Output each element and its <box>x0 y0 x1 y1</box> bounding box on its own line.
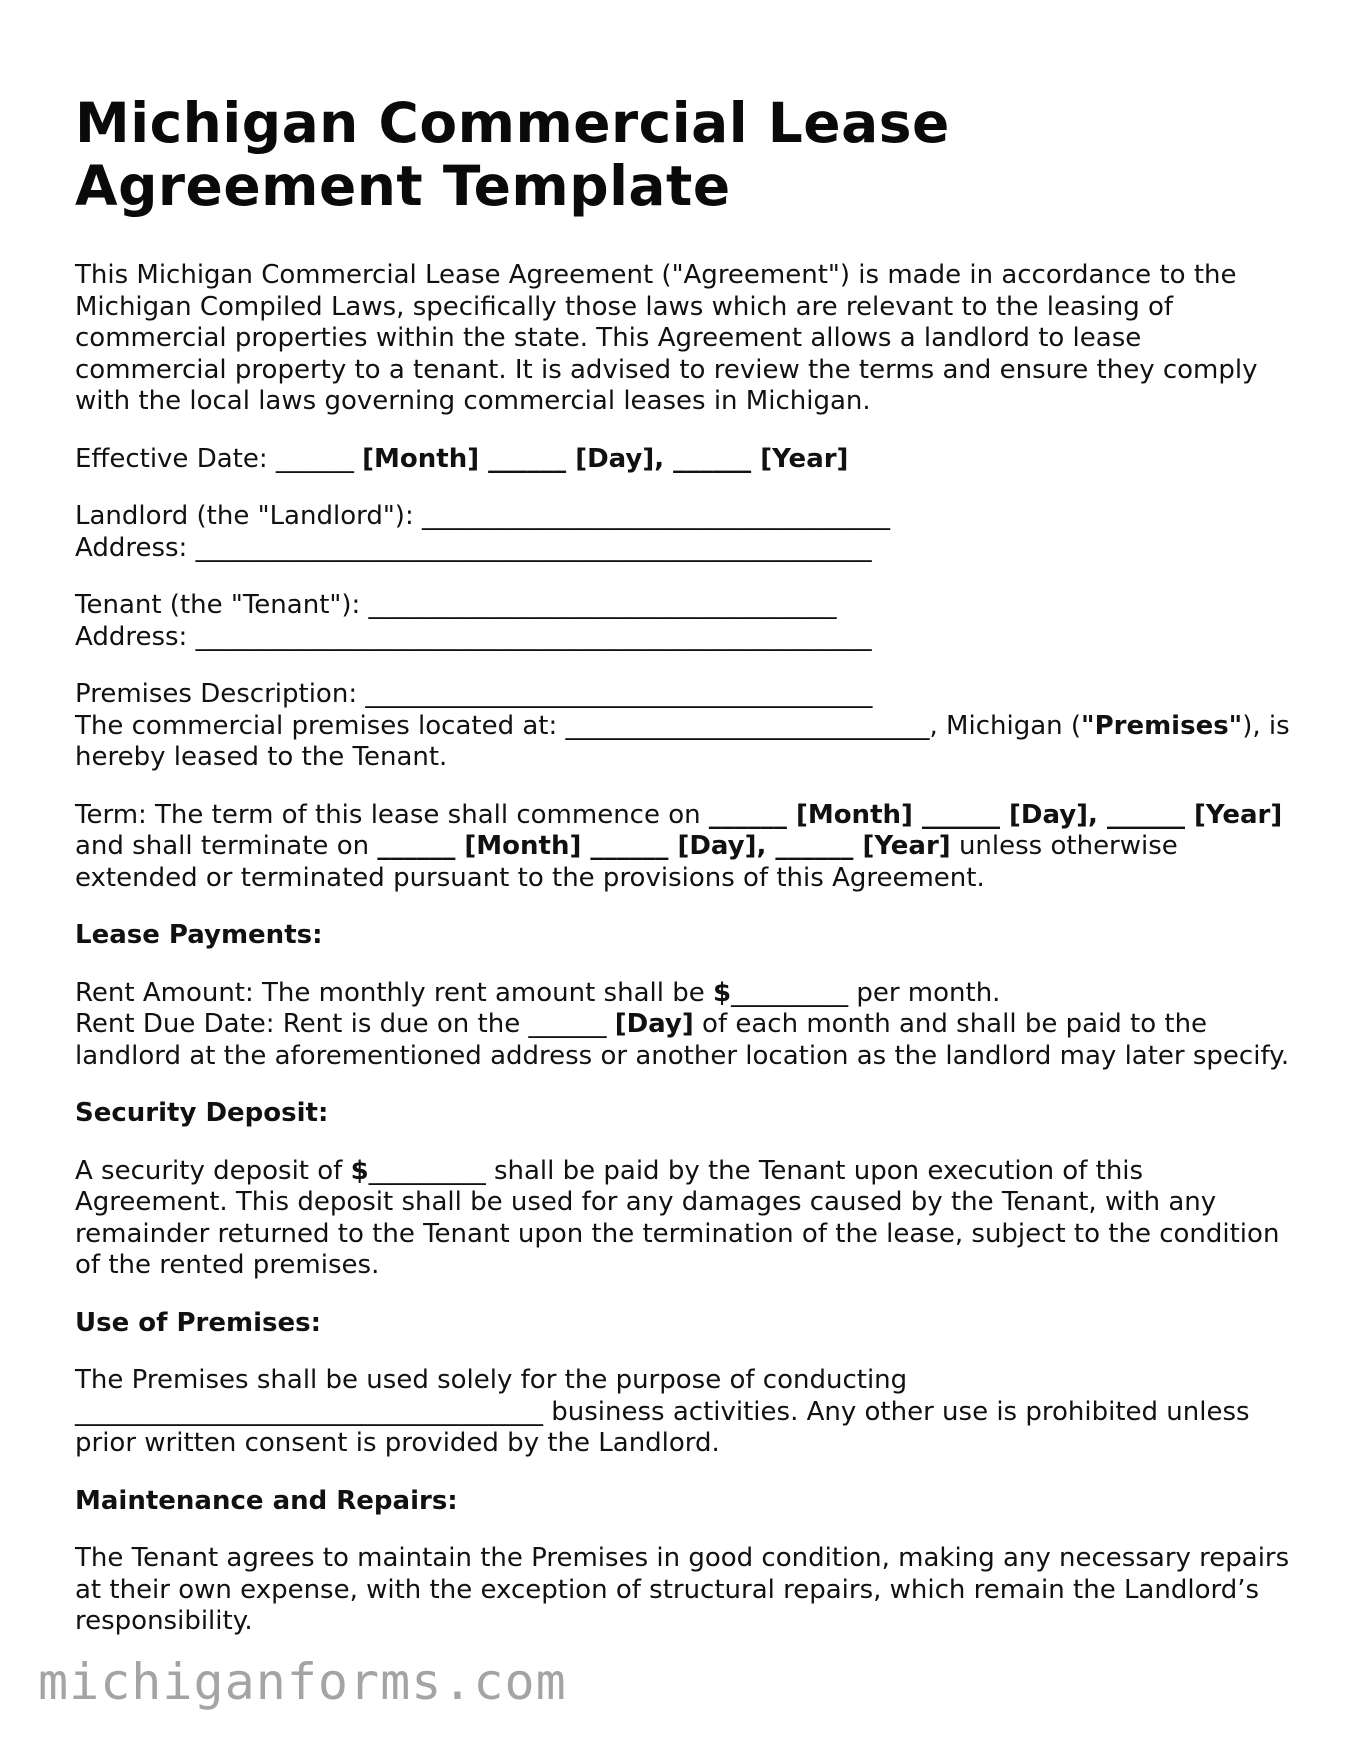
rent-due-day: [Day] <box>614 1009 694 1039</box>
security-deposit-pre: A security deposit of <box>75 1155 351 1186</box>
rent-amount-dollar: $ <box>712 977 732 1008</box>
term-text-2: and shall terminate on <box>75 831 378 861</box>
term-start-date: ______ [Month] ______ [Day], ______ [Year] <box>708 799 1283 830</box>
premises-block <box>75 679 1295 774</box>
rent-amount-post: _________ per month. <box>731 977 1001 1008</box>
premises-defined-term: "Premises" <box>1081 710 1243 741</box>
security-deposit-post: _________ shall be paid by the Tenant upon execution of this Agreement. This deposit shall be used for any damages caused by the Tenant, with any remainder returned to the Tenant upon the termination of the lease, subject to the condition of the rented premises. <box>75 1155 1280 1280</box>
security-deposit-dollar: $ <box>350 1155 369 1186</box>
rent-due-pre: Rent Due Date: Rent is due on the ______ <box>75 1009 615 1039</box>
maintenance-heading: Maintenance and Repairs: <box>75 1485 458 1516</box>
term-paragraph <box>75 800 1295 895</box>
document-page <box>75 92 1295 1664</box>
tenant-address: Address: ____________________________________________________ <box>75 621 872 652</box>
effective-date-day: [Day], <box>575 443 665 474</box>
security-deposit-heading: Security Deposit: <box>75 1098 329 1128</box>
use-of-premises-heading: Use of Premises: <box>75 1307 321 1338</box>
use-of-premises-paragraph: The Premises shall be used solely for the purpose of conducting ____________________________________ business activities. Any other use is prohibited unless prior written consent is provided by the Landlord. <box>75 1365 1250 1458</box>
lease-payments-heading: Lease Payments: <box>75 920 323 950</box>
rent-block <box>75 978 1295 1073</box>
page-title: Michigan Commercial Lease Agreement Template <box>75 91 950 218</box>
effective-date-month: [Month] <box>362 443 480 474</box>
landlord-block <box>75 501 1295 564</box>
rent-due-post: of each month and shall be paid to the landlord at the aforementioned address or another location as the landlord may later specify. <box>75 1009 1290 1071</box>
effective-date-sep2: ______ <box>664 443 761 474</box>
term-text-3: unless otherwise extended or terminated pursuant to the provisions of this Agreement. <box>75 831 1178 893</box>
effective-date-sep1: ______ <box>479 443 576 474</box>
landlord-line: Landlord (the "Landlord"): ____________________________________ <box>75 501 890 531</box>
term-text-1: Term: The term of this lease shall commence on <box>75 799 709 830</box>
effective-date-line <box>75 444 1295 476</box>
effective-date-label: Effective Date: ______ <box>75 443 363 474</box>
tenant-line: Tenant (the "Tenant"): ____________________________________ <box>75 590 837 620</box>
effective-date-year: [Year] <box>760 443 849 474</box>
premises-description: Premises Description: _______________________________________ <box>75 679 873 709</box>
tenant-block <box>75 590 1295 653</box>
premises-located-post: ), is hereby leased to the Tenant. <box>75 710 1290 772</box>
landlord-address: Address: ____________________________________________________ <box>75 532 872 563</box>
intro-paragraph: This Michigan Commercial Lease Agreement ("Agreement") is made in accordance to the Michigan Compiled Laws, specifically those laws which are relevant to the leasing of commercial properties within the state. This Agreement allows a landlord to lease commercial property to a tenant. It is advised to review the terms and ensure they comply with the local laws governing commercial leases in Michigan. <box>75 260 1258 416</box>
term-end-date: ______ [Month] ______ [Day], ______ [Year] <box>377 831 951 861</box>
maintenance-paragraph: The Tenant agrees to maintain the Premises in good condition, making any necessary repairs at their own expense, with the exception of structural repairs, which remain the Landlord’s responsibility. <box>75 1543 1290 1636</box>
rent-amount-pre: Rent Amount: The monthly rent amount shall be <box>75 977 713 1008</box>
premises-located-pre: The commercial premises located at: ____________________________, Michigan ( <box>75 710 1082 741</box>
security-deposit-paragraph <box>75 1156 1295 1282</box>
watermark: michiganforms.com <box>38 1653 567 1711</box>
